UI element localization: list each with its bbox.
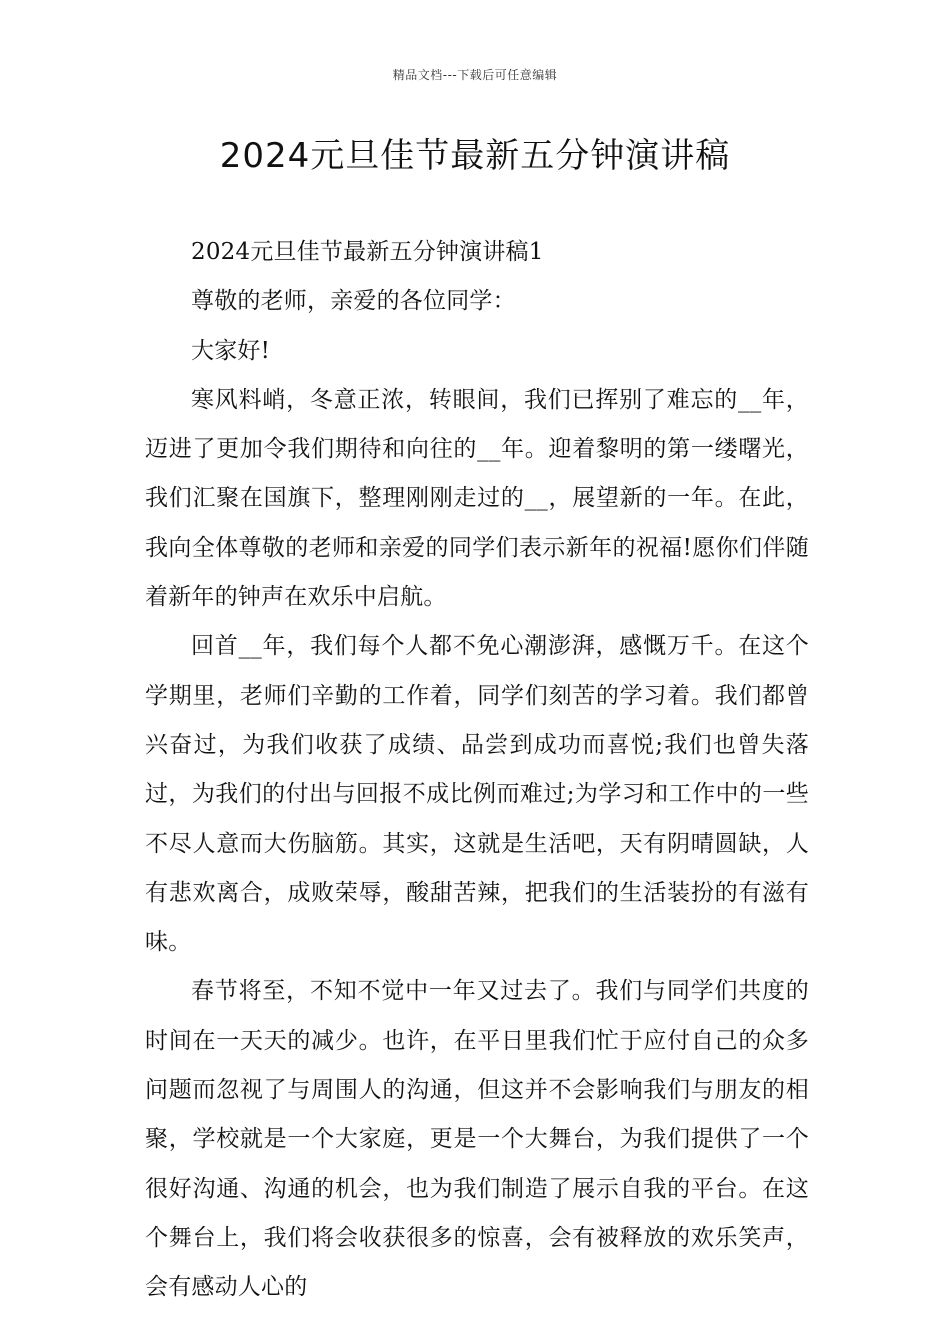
document-body: [145, 228, 809, 1313]
paragraph-salutation: 尊敬的老师，亲爱的各位同学：: [191, 288, 516, 315]
document-title: 2024元旦佳节最新五分钟演讲稿: [219, 136, 731, 176]
paragraph-subtitle: 2024元旦佳节最新五分钟演讲稿1: [191, 239, 544, 265]
paragraph-body: 寒风料峭，冬意正浓，转眼间，我们已挥别了难忘的__年，迈进了更加令我们期待和向往的__年。迎着黎明的第一缕曙光，我们汇聚在国旗下，整理刚刚走过的__，展望新的一年。在此，我向全体尊敬的老师和亲爱的同学们表示新年的祝福!愿你们伴随着新年的钟声在欢乐中启航。: [145, 386, 809, 611]
paragraph-greeting: 大家好!: [191, 337, 271, 364]
header-note: 精品文档---下载后可任意编辑: [392, 68, 558, 82]
paragraph-body: 回首__年，我们每个人都不免心潮澎湃，感慨万千。在这个学期里，老师们辛勤的工作着，同学们刻苦的学习着。我们都曾兴奋过，为我们收获了成绩、品尝到成功而喜悦;我们也曾失落过，为我们的付出与回报不成比例而难过;为学习和工作中的一些不尽人意而大伤脑筋。其实，这就是生活吧，天有阴晴圆缺，人有悲欢离合，成败荣辱，酸甜苦辣，把我们的生活装扮的有滋有味。: [145, 633, 809, 956]
paragraph-body: 春节将至，不知不觉中一年又过去了。我们与同学们共度的时间在一天天的减少。也许，在平日里我们忙于应付自己的众多问题而忽视了与周围人的沟通，但这并不会影响我们与朋友的相聚，学校就是一个大家庭，更是一个大舞台，为我们提供了一个很好沟通、沟通的机会，也为我们制造了展示自我的平台。在这个舞台上，我们将会收获很多的惊喜，会有被释放的欢乐笑声，会有感动人心的: [145, 978, 809, 1301]
